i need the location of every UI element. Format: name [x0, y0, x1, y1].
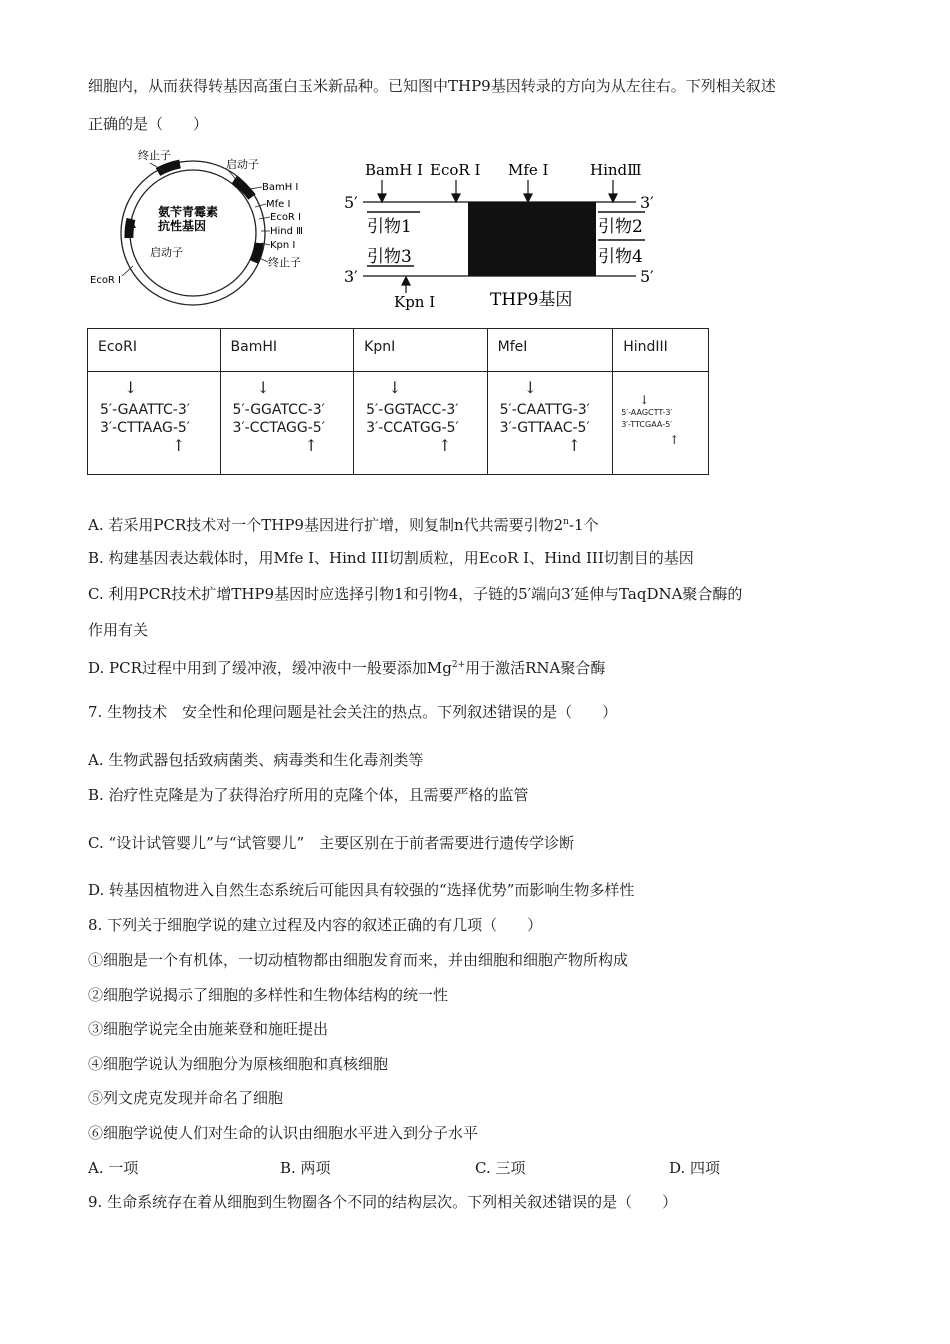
- kpni-top: 5′-GGTACC-3′: [366, 402, 459, 418]
- mfei-top: 5′-CAATTG-3′: [499, 402, 590, 418]
- q8-item-2: ②细胞学说揭示了细胞的多样性和生物体结构的统一性: [88, 986, 449, 1004]
- ampicillin-label-1: 氨苄青霉素: [158, 205, 219, 219]
- three-prime-left: 3′: [344, 267, 358, 286]
- bamhi-top: 5′-GGATCC-3′: [232, 402, 325, 418]
- ecori-bottom: 3′-CTTAAG-5′: [100, 420, 190, 436]
- ecori-left-label: EcoR Ⅰ: [90, 275, 122, 286]
- cut-arrow-down: ↓: [523, 378, 538, 397]
- mfei-site: [488, 372, 613, 474]
- primer2-label: 引物2: [598, 217, 643, 237]
- five-prime-left: 5′: [344, 193, 358, 212]
- ecori-site: [88, 372, 220, 474]
- q6-option-c-line2: 作用有关: [88, 621, 149, 639]
- hindiii-label: Hind Ⅲ: [270, 226, 304, 237]
- q8-option-b: B. 两项: [280, 1159, 331, 1177]
- cut-arrow-up: ↑: [669, 433, 680, 447]
- primer4-label: 引物4: [598, 247, 643, 267]
- bamhi-bottom: 3′-CCTAGG-5′: [232, 420, 325, 436]
- enzyme-table-sequences: [88, 372, 709, 475]
- gene-diagram: [344, 161, 654, 311]
- five-prime-right: 5′: [640, 267, 654, 286]
- kpni-site: [354, 372, 487, 474]
- hindiii-bottom: 3′-TTCGAA-5′: [621, 420, 672, 429]
- thp9-gene-label: THP9基因: [490, 290, 573, 310]
- cut-arrow-up: ↑: [172, 436, 186, 455]
- q8-option-c: C. 三项: [475, 1159, 526, 1177]
- q8-item-1: ①细胞是一个有机体，一切动植物都由细胞发育而来，并由细胞和细胞产物所构成: [88, 951, 629, 969]
- thp9-gene-block: [468, 202, 596, 276]
- figure: [0, 0, 950, 330]
- q6-option-a: A. 若采用PCR技术对一个THP9基因进行扩增，则复制n代共需要引物2$^n$-1个: [88, 516, 599, 534]
- enzyme-table-header: [88, 329, 709, 372]
- cut-arrow-down: ↓: [256, 378, 270, 397]
- header-mfei: MfeI: [497, 339, 528, 355]
- mfei-bottom: 3′-GTTAAC-5′: [499, 420, 590, 436]
- gene-hindiii-label: HindⅢ: [590, 161, 642, 179]
- gene-kpni-label: Kpn Ⅰ: [394, 293, 436, 311]
- terminator-segment-top: [158, 164, 180, 172]
- cut-arrow-up: ↑: [438, 436, 452, 455]
- hindiii-top: 5′-AAGCTT-3′: [621, 408, 673, 417]
- kpni-label: Kpn Ⅰ: [270, 240, 296, 251]
- promoter-top-label: 启动子: [226, 158, 259, 171]
- q8-option-a: A. 一项: [88, 1159, 139, 1177]
- primer1-label: 引物1: [367, 217, 412, 237]
- hindiii-site: [613, 372, 708, 474]
- q6-option-c-line1: C. 利用PCR技术扩增THP9基因时应选择引物1和引物4，子链的5′端向3′延伸与TaqDNA聚合酶的: [88, 585, 743, 603]
- q9-stem: 9. 生命系统存在着从细胞到生物圈各个不同的结构层次。下列相关叙述错误的是（ ）: [88, 1193, 678, 1211]
- terminator-top-label: 终止子: [138, 149, 171, 162]
- three-prime-right: 3′: [640, 193, 654, 212]
- q7-option-a: A. 生物武器包括致病菌类、病毒类和生化毒剂类等: [88, 751, 424, 769]
- terminator-bottom-label: 终止子: [268, 256, 301, 269]
- header-hindiii: HindIII: [623, 339, 668, 355]
- ecori-top: 5′-GAATTC-3′: [100, 402, 190, 418]
- intro-line-1: 细胞内，从而获得转基因高蛋白玉米新品种。已知图中THP9基因转录的方向为从左往右。下列相关叙述: [88, 77, 776, 95]
- cut-arrow-down: ↓: [639, 393, 650, 407]
- q8-item-5: ⑤列文虎克发现并命名了细胞: [88, 1089, 284, 1107]
- header-bamhi: BamHI: [230, 339, 278, 355]
- header-ecori: EcoRI: [98, 339, 137, 355]
- gene-mfei-label: Mfe Ⅰ: [508, 161, 549, 179]
- primer3-label: 引物3: [367, 247, 412, 267]
- terminator-segment-bottom: [254, 243, 259, 262]
- promoter-left-label: 启动子: [150, 246, 183, 259]
- q7-option-c: C. “设计试管婴儿”与“试管婴儿” 主要区别在于前者需要进行遗传学诊断: [88, 834, 575, 852]
- bamhi-label: BamH Ⅰ: [262, 182, 299, 193]
- q7-option-b: B. 治疗性克隆是为了获得治疗所用的克隆个体，且需要严格的监管: [88, 786, 529, 804]
- plasmid-diagram: [90, 148, 303, 305]
- q7-stem: 7. 生物技术 安全性和伦理问题是社会关注的热点。下列叙述错误的是（ ）: [88, 703, 618, 721]
- plasmid-inner-ring: [130, 170, 256, 296]
- q7-option-d: D. 转基因植物进入自然生态系统后可能因具有较强的“选择优势”而影响生物多样性: [88, 881, 635, 899]
- cut-arrow-down: ↓: [124, 378, 138, 397]
- q8-stem: 8. 下列关于细胞学说的建立过程及内容的叙述正确的有几项（ ）: [88, 916, 543, 934]
- ecori-right-label: EcoR Ⅰ: [270, 212, 302, 223]
- q8-option-d: D. 四项: [669, 1159, 721, 1177]
- ampicillin-label-2: 抗性基因: [158, 219, 207, 233]
- gene-ecori-label: EcoR Ⅰ: [430, 161, 481, 179]
- cut-arrow-down: ↓: [388, 378, 402, 397]
- kpni-bottom: 3′-CCATGG-5′: [366, 420, 459, 436]
- q8-item-3: ③细胞学说完全由施莱登和施旺提出: [88, 1020, 329, 1038]
- q8-item-4: ④细胞学说认为细胞分为原核细胞和真核细胞: [88, 1055, 389, 1073]
- enzyme-table: [87, 328, 709, 475]
- header-kpni: KpnI: [364, 339, 396, 355]
- bamhi-site: [221, 372, 354, 474]
- q8-item-6: ⑥细胞学说使人们对生命的认识由细胞水平进入到分子水平: [88, 1124, 479, 1142]
- q6-option-d: D. PCR过程中用到了缓冲液，缓冲液中一般要添加$Mg^{2+}$用于激活RNA聚合酶: [88, 659, 606, 677]
- q6-option-b: B. 构建基因表达载体时，用Mfe Ⅰ、Hind III切割质粒，用EcoR Ⅰ、Hind III切割目的基因: [88, 549, 694, 567]
- intro-line-2: 正确的是（ ）: [88, 115, 209, 133]
- mfei-label: Mfe Ⅰ: [266, 199, 291, 210]
- cut-arrow-up: ↑: [567, 436, 582, 455]
- cut-arrow-up: ↑: [304, 436, 318, 455]
- gene-bamhi-label: BamH Ⅰ: [365, 161, 423, 179]
